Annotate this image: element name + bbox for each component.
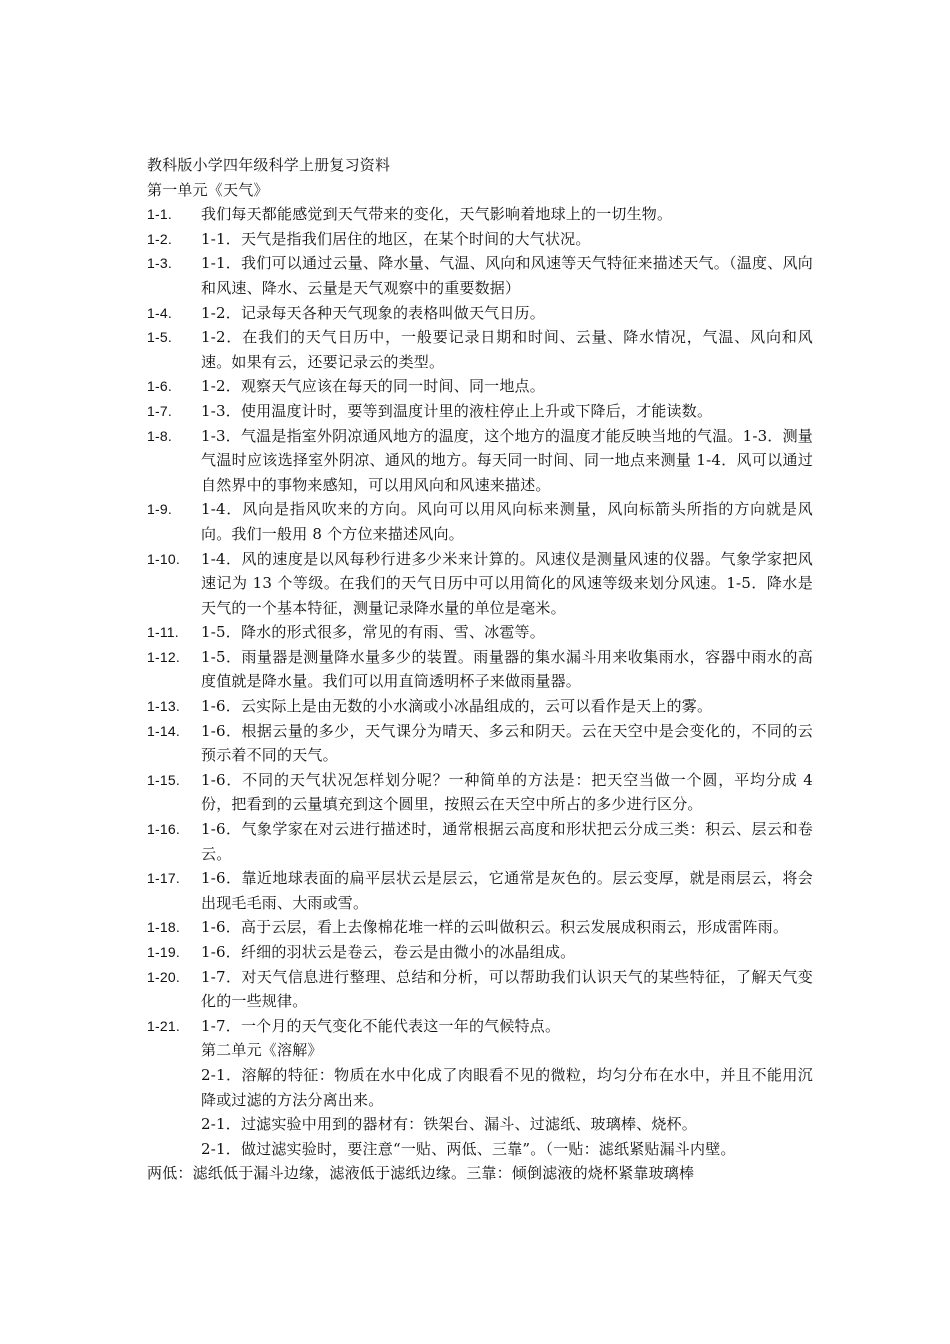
item-number: 1-1. <box>147 206 172 223</box>
item-number: 1-21. <box>147 1017 180 1034</box>
unit2-heading: 第二单元《溶解》 <box>201 1041 323 1060</box>
item-text: 1-2．在我们的天气日历中，一般要记录日期和时间、云量、降水情况，气温、风向和风速。如果有云，还要记录云的类型。 <box>201 328 813 371</box>
item-text: 1-6．云实际上是由无数的小水滴或小冰晶组成的，云可以看作是天上的雾。 <box>201 697 713 716</box>
list-item <box>147 399 813 424</box>
list-item <box>147 424 813 498</box>
item-text: 1-7．一个月的天气变化不能代表这一年的气候特点。 <box>201 1016 561 1035</box>
list-item <box>147 620 813 645</box>
item-text: 1-6．靠近地球表面的扁平层状云是层云，它通常是灰色的。层云变厚，就是雨层云，将会出现毛毛雨、大雨或雪。 <box>201 869 813 912</box>
item-number: 1-7. <box>147 402 172 419</box>
item-number: 1-19. <box>147 944 180 960</box>
item-number: 1-20. <box>147 968 180 985</box>
list-item <box>147 817 813 866</box>
item-number: 1-10. <box>147 550 180 567</box>
list-item <box>147 202 813 227</box>
item-number: 1-3. <box>147 255 172 272</box>
unit2-line: 2-1．做过滤实验时，要注意“一贴、两低、三靠”。（一贴：滤纸紧贴漏斗内壁。 <box>201 1139 736 1158</box>
item-text: 1-5．降水的形式很多，常见的有雨、雪、冰雹等。 <box>201 623 545 642</box>
list-item <box>147 497 813 546</box>
list-item <box>147 866 813 915</box>
list-item <box>147 251 813 300</box>
document-body <box>147 153 813 1186</box>
unit2-tail-line: 两低：滤纸低于漏斗边缘，滤液低于滤纸边缘。三靠：倾倒滤液的烧杯紧靠玻璃棒 <box>147 1164 695 1183</box>
item-text: 1-1．天气是指我们居住的地区，在某个时间的大气状况。 <box>201 229 591 248</box>
list-item <box>147 1014 813 1039</box>
item-text: 1-3．气温是指室外阴凉通风地方的温度，这个地方的温度才能反映当地的气温。1-3．测量气温时应该选择室外阴凉、通风的地方。每天同一时间、同一地点来测量 1-4．风可以通过自然界中的事物来感知，可以用风向和风速来描述。 <box>201 426 813 494</box>
list-item <box>147 719 813 768</box>
item-number: 1-4. <box>147 304 172 321</box>
item-number: 1-8. <box>147 427 172 444</box>
item-text: 1-5．雨量器是测量降水量多少的装置。雨量器的集水漏斗用来收集雨水，容器中雨水的高度值就是降水量。我们可以用直筒透明杯子来做雨量器。 <box>201 647 813 691</box>
list-item <box>147 325 813 374</box>
item-text: 1-6．高于云层，看上去像棉花堆一样的云叫做积云。积云发展成积雨云，形成雷阵雨。 <box>201 918 789 937</box>
unit2-line: 2-1．过滤实验中用到的器材有：铁架台、漏斗、过滤纸、玻璃棒、烧杯。 <box>201 1115 697 1134</box>
item-text: 1-2．观察天气应该在每天的同一时间、同一地点。 <box>201 377 545 396</box>
item-text: 我们每天都能感觉到天气带来的变化，天气影响着地球上的一切生物。 <box>201 205 673 224</box>
item-number: 1-13. <box>147 698 180 715</box>
item-number: 1-14. <box>147 722 180 739</box>
unit1-heading: 第一单元《天气》 <box>147 180 269 199</box>
item-number: 1-18. <box>147 919 180 936</box>
list-item <box>147 768 813 817</box>
list-item <box>147 940 813 965</box>
list-item <box>147 645 813 694</box>
list-item <box>147 694 813 719</box>
item-text: 1-4．风的速度是以风每秒行进多少米来计算的。风速仪是测量风速的仪器。气象学家把风速记为 13 个等级。在我们的天气日历中可以用简化的风速等级来划分风速。1-5．降水是天气的一个基本特征，测量记录降水量的单位是毫米。 <box>201 549 813 617</box>
unit2-line: 2-1．溶解的特征：物质在水中化成了肉眼看不见的微粒，均匀分布在水中，并且不能用沉降或过滤的方法分离出来。 <box>201 1065 813 1109</box>
item-text: 1-4．风向是指风吹来的方向。风向可以用风向标来测量，风向标箭头所指的方向就是风向。我们一般用 8 个方位来描述风向。 <box>201 500 813 543</box>
item-number: 1-5. <box>147 329 172 346</box>
item-text: 1-1．我们可以通过云量、降水量、气温、风向和风速等天气特征来描述天气。（温度、风向和风速、降水、云量是天气观察中的重要数据） <box>201 254 813 297</box>
item-text: 1-6．根据云量的多少，天气课分为晴天、多云和阴天。云在天空中是会变化的，不同的云预示着不同的天气。 <box>201 721 813 765</box>
document-title: 教科版小学四年级科学上册复习资料 <box>147 156 391 174</box>
item-number: 1-16. <box>147 821 180 838</box>
item-text: 1-2．记录每天各种天气现象的表格叫做天气日历。 <box>201 303 545 322</box>
item-text: 1-7．对天气信息进行整理、总结和分析，可以帮助我们认识天气的某些特征，了解天气变化的一些规律。 <box>201 967 813 1011</box>
item-text: 1-6．不同的天气状况怎样划分呢？一种简单的方法是：把天空当做一个圆，平均分成 4 份，把看到的云量填充到这个圆里，按照云在天空中所占的多少进行区分。 <box>201 770 813 814</box>
item-number: 1-12. <box>147 648 180 665</box>
list-item <box>147 547 813 621</box>
item-text: 1-3．使用温度计时，要等到温度计里的液柱停止上升或下降后，才能读数。 <box>201 401 713 420</box>
item-number: 1-15. <box>147 771 180 788</box>
list-item <box>147 965 813 1014</box>
item-number: 1-2. <box>147 230 172 247</box>
item-number: 1-11. <box>147 624 179 641</box>
item-text: 1-6．纤细的羽状云是卷云，卷云是由微小的冰晶组成。 <box>201 943 576 961</box>
item-number: 1-17. <box>147 870 180 887</box>
item-text: 1-6．气象学家在对云进行描述时，通常根据云高度和形状把云分成三类：积云、层云和卷云。 <box>201 820 813 863</box>
list-item <box>147 915 813 940</box>
list-item <box>147 301 813 326</box>
item-number: 1-6. <box>147 378 172 395</box>
list-item <box>147 374 813 399</box>
item-number: 1-9. <box>147 501 172 518</box>
list-item <box>147 227 813 252</box>
